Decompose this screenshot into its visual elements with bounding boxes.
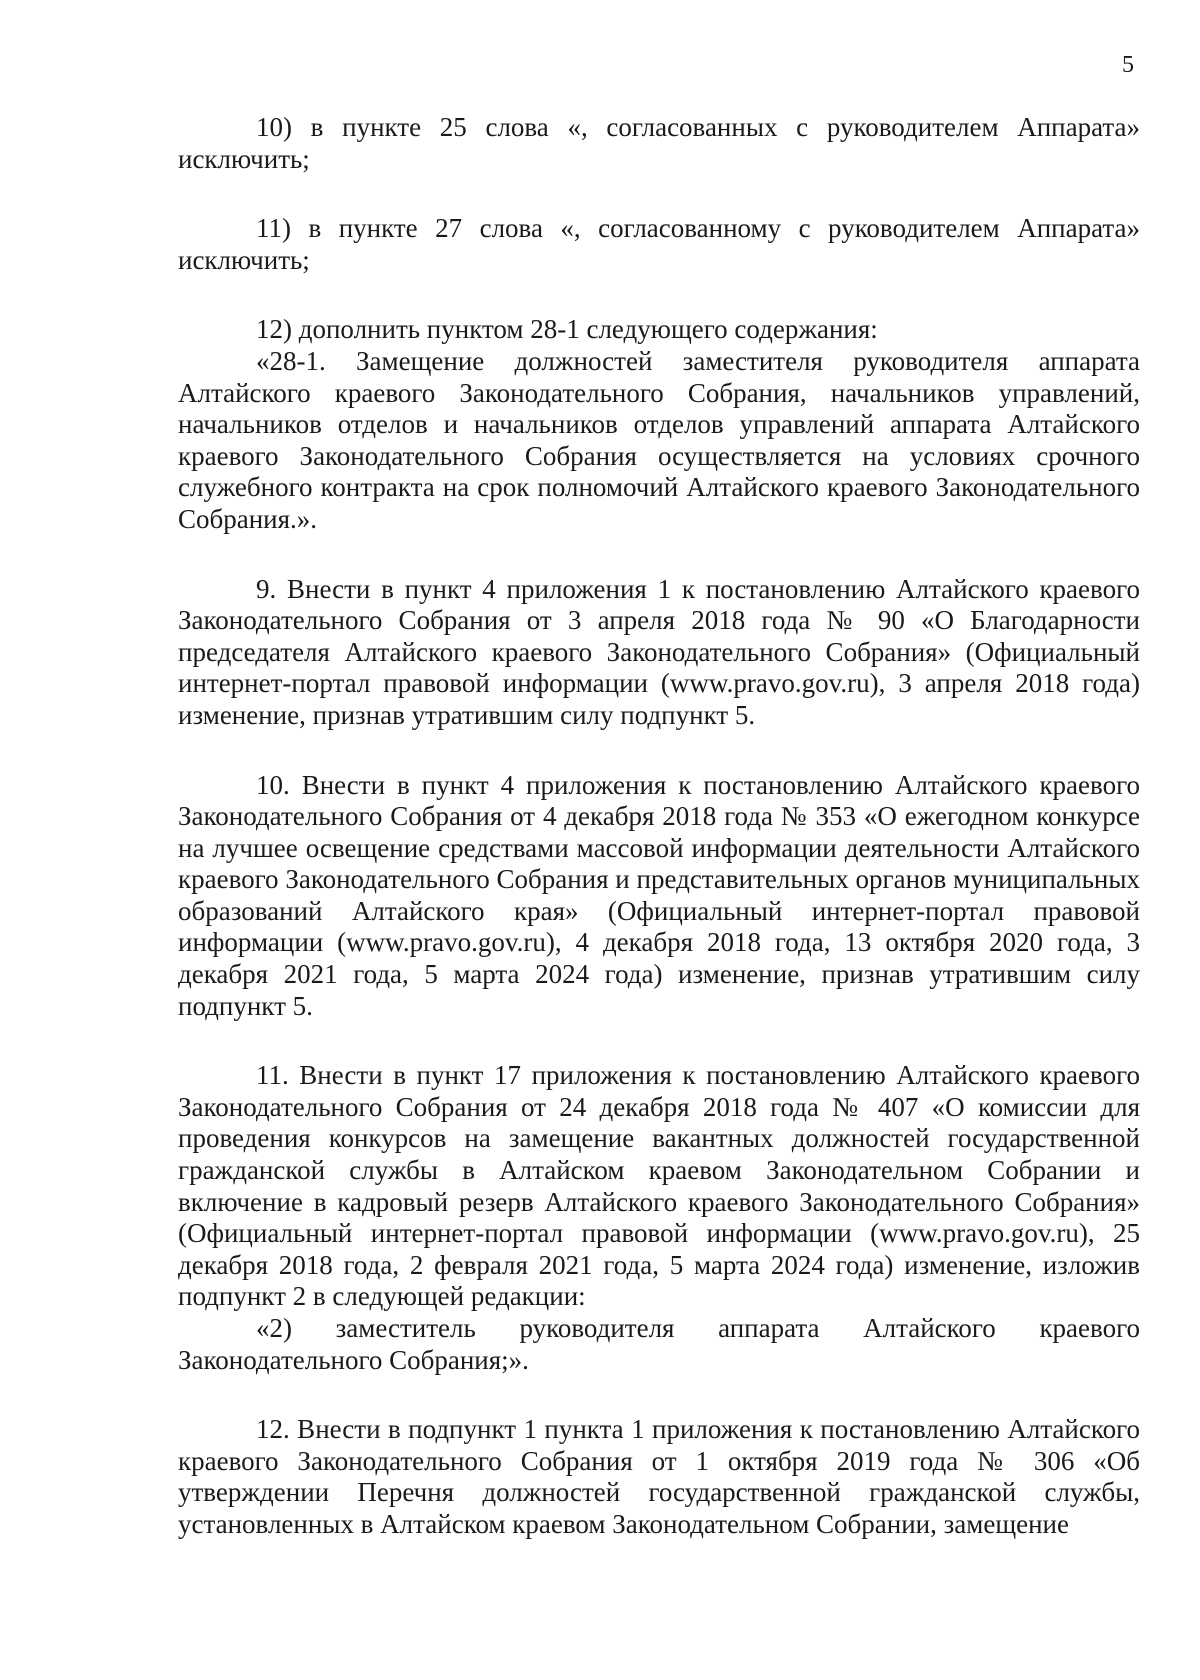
- paragraph-section-10: 10. Внести в пункт 4 приложения к постановлению Алтайского краевого Законодательного Собрания от 4 декабря 2018 года № 353 «О ежегодном конкурсе на лучшее освещение средствами массовой информации деятельности Алтайского краевого Законодательного Собрания и представительных органов муниципальных образований Алтайского края» (Официальный интернет-портал правовой информации (www.pravo.gov.ru), 4 декабря 2018 года, 13 октября 2020 года, 3 декабря 2021 года, 5 марта 2024 года) изменение, признав утратившим силу подпункт 5.: [178, 769, 1140, 1021]
- paragraph-section-11: 11. Внести в пункт 17 приложения к постановлению Алтайского краевого Законодательного Собрания от 24 декабря 2018 года № 407 «О комиссии для проведения конкурсов на замещение вакантных должностей государственной гражданской службы в Алтайском краевом Законодательном Собрании и включение в кадровый резерв Алтайского краевого Законодательного Собрания» (Официальный интернет-портал правовой информации (www.pravo.gov.ru), 25 декабря 2018 года, 2 февраля 2021 года, 5 марта 2024 года) изменение, изложив подпункт 2 в следующей редакции:: [178, 1060, 1140, 1312]
- paragraph-section-9: 9. Внести в пункт 4 приложения 1 к постановлению Алтайского краевого Законодательного Собрания от 3 апреля 2018 года № 90 «О Благодарности председателя Алтайского краевого Законодательного Собрания» (Официальный интернет-портал правовой информации (www.pravo.gov.ru), 3 апреля 2018 года) изменение, признав утратившим силу подпункт 5.: [178, 573, 1140, 730]
- paragraph-item-12: 12) дополнить пунктом 28-1 следующего содержания:: [256, 314, 878, 345]
- paragraph-item-28-1-text: «28-1. Замещение должностей заместителя руководителя аппарата Алтайского краевого Законодательного Собрания, начальников управлений, начальников отделов и начальников отделов управлений аппарата Алтайского краевого Законодательного Собрания осуществляется на условиях срочного служебного контракта на срок полномочий Алтайского краевого Законодательного Собрания.».: [178, 345, 1140, 534]
- paragraph-section-11-quote: «2) заместитель руководителя аппарата Алтайского краевого Законодательного Собрания;».: [178, 1313, 1140, 1375]
- paragraph-item-11: 11) в пункте 27 слова «, согласованному с руководителем Аппарата» исключить;: [178, 213, 1140, 275]
- paragraph-item-10: 10) в пункте 25 слова «, согласованных с руководителем Аппарата» исключить;: [178, 112, 1140, 174]
- page-number: 5: [1122, 52, 1134, 78]
- paragraph-section-12: 12. Внести в подпункт 1 пункта 1 приложения к постановлению Алтайского краевого Законодательного Собрания от 1 октября 2019 года № 306 «Об утверждении Перечня должностей государственной гражданской службы, установленных в Алтайском краевом Законодательном Собрании, замещение: [178, 1414, 1140, 1539]
- document-body: [178, 112, 1140, 1541]
